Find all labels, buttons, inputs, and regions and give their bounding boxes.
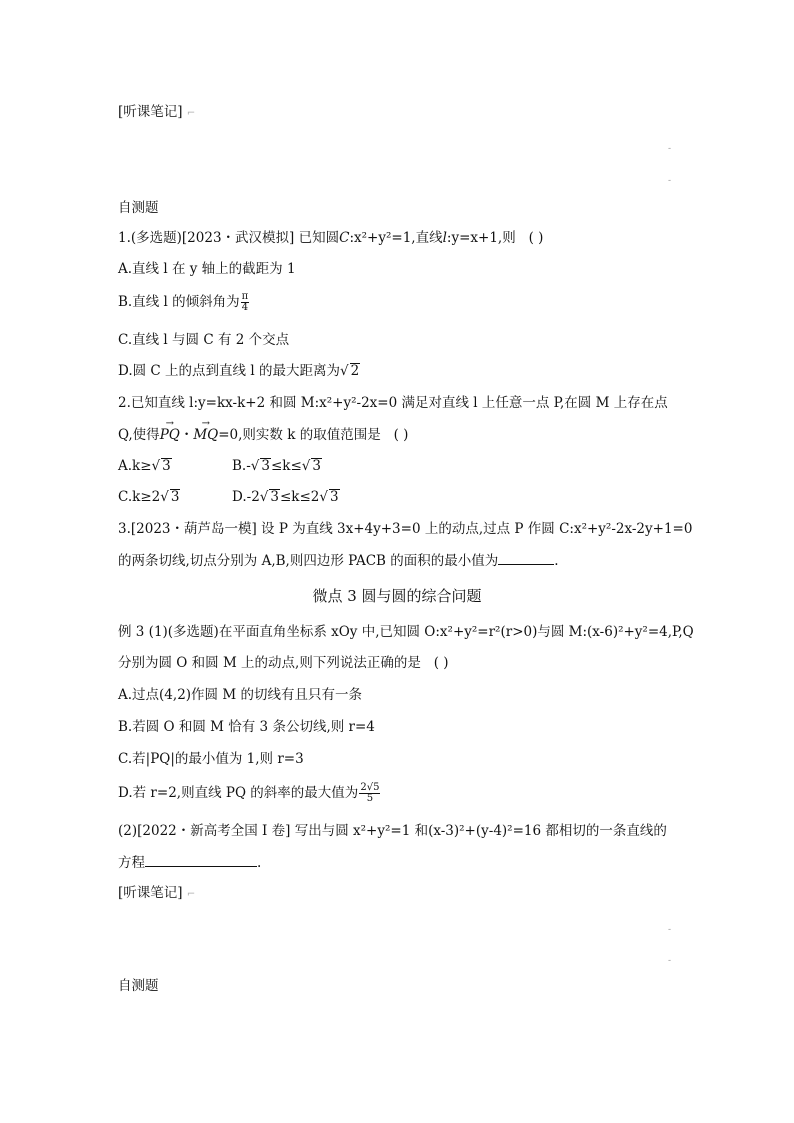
- example3-option-c: C.若|PQ|的最小值为 1,则 r=3: [118, 751, 304, 767]
- margin-tick-mark: -: [668, 925, 672, 935]
- answer-paren: ( ): [528, 230, 544, 246]
- q2-stem-line1: 2.已知直线 l:y=kx-k+2 和圆 M:x²+y²-2x=0 满足对直线 l 上任意一点 P,在圆 M 上存在点: [118, 395, 668, 411]
- answer-blank[interactable]: [498, 550, 554, 565]
- q2-option-b: B.-√ 3≤k≤√ 3: [232, 458, 321, 474]
- section-title: 微点 3 圆与圆的综合问题: [312, 587, 482, 605]
- selftest-heading-2: 自测题: [118, 978, 159, 994]
- answer-paren: ( ): [393, 427, 409, 443]
- fraction-2root5-over-5: $\frac{2√5}{5}$: [360, 782, 380, 804]
- q2-option-a: A.k≥√ 3: [118, 458, 171, 474]
- q3-stem-line2: 的两条切线,切点分别为 A,B,则四边形 PACB 的面积的最小值为 .: [118, 550, 559, 571]
- text-cursor-icon: ⌐: [186, 889, 196, 900]
- vector-pq: → PQ: [160, 425, 180, 445]
- example3-option-b: B.若圆 O 和圆 M 恰有 3 条公切线,则 r=4: [118, 719, 375, 735]
- q1-option-b: B.直线 l 的倾斜角为 $\frac{\pi}{4}$: [118, 291, 249, 313]
- q2-option-c: C.k≥2√ 3: [118, 489, 180, 505]
- q3-stem-line1: 3.[2023・葫芦岛一模] 设 P 为直线 3x+4y+3=0 上的动点,过点 P 作圆 C:x²+y²-2x-2y+1=0: [118, 521, 693, 537]
- example3-option-a: A.过点(4,2)作圆 M 的切线有且只有一条: [118, 687, 362, 703]
- notes-label-1: [听课笔记] ⌐: [118, 104, 196, 120]
- example3-option-d: D.若 r=2,则直线 PQ 的斜率的最大值为 $\frac{2√5}{5}$: [118, 782, 380, 804]
- fraction-pi-over-4: $\frac{\pi}{4}$: [241, 291, 249, 313]
- answer-paren: ( ): [433, 655, 449, 671]
- q1-stem: 1.(多选题)[2023・武汉模拟] 已知圆C:x²+y²=1,直线l:y=x+1,则 ( ): [118, 230, 544, 246]
- margin-tick-mark: -: [668, 956, 672, 966]
- text-cursor-icon: ⌐: [186, 108, 196, 119]
- margin-tick-mark: -: [668, 144, 672, 154]
- q1-option-d: D.圆 C 上的点到直线 l 的最大距离为√ 2: [118, 363, 360, 379]
- selftest-heading-1: 自测题: [118, 200, 159, 216]
- example3-stem-line1: 例 3 (1)(多选题)在平面直角坐标系 xOy 中,已知圆 O:x²+y²=r²(r>0)与圆 M:(x-6)²+y²=4,P,Q: [118, 624, 694, 640]
- q2-option-d: D.-2√ 3≤k≤2√ 3: [232, 489, 339, 505]
- vector-mq: → MQ: [193, 425, 218, 445]
- example3-stem-line2: 分别为圆 O 和圆 M 上的动点,则下列说法正确的是 ( ): [118, 655, 449, 671]
- q1-option-c: C.直线 l 与圆 C 有 2 个交点: [118, 332, 290, 348]
- q1-option-a: A.直线 l 在 y 轴上的截距为 1: [118, 261, 296, 277]
- notes-label-2: [听课笔记] ⌐: [118, 885, 196, 901]
- q2-stem-line2: Q,使得→ PQ・→ MQ=0,则实数 k 的取值范围是 ( ): [118, 425, 408, 445]
- example3-part2-line1: (2)[2022・新高考全国 I 卷] 写出与圆 x²+y²=1 和(x-3)²+(y-4)²=16 都相切的一条直线的: [118, 823, 667, 839]
- example3-part2-line2: 方程 .: [118, 852, 261, 873]
- answer-blank[interactable]: [145, 852, 257, 867]
- margin-tick-mark: -: [668, 176, 672, 186]
